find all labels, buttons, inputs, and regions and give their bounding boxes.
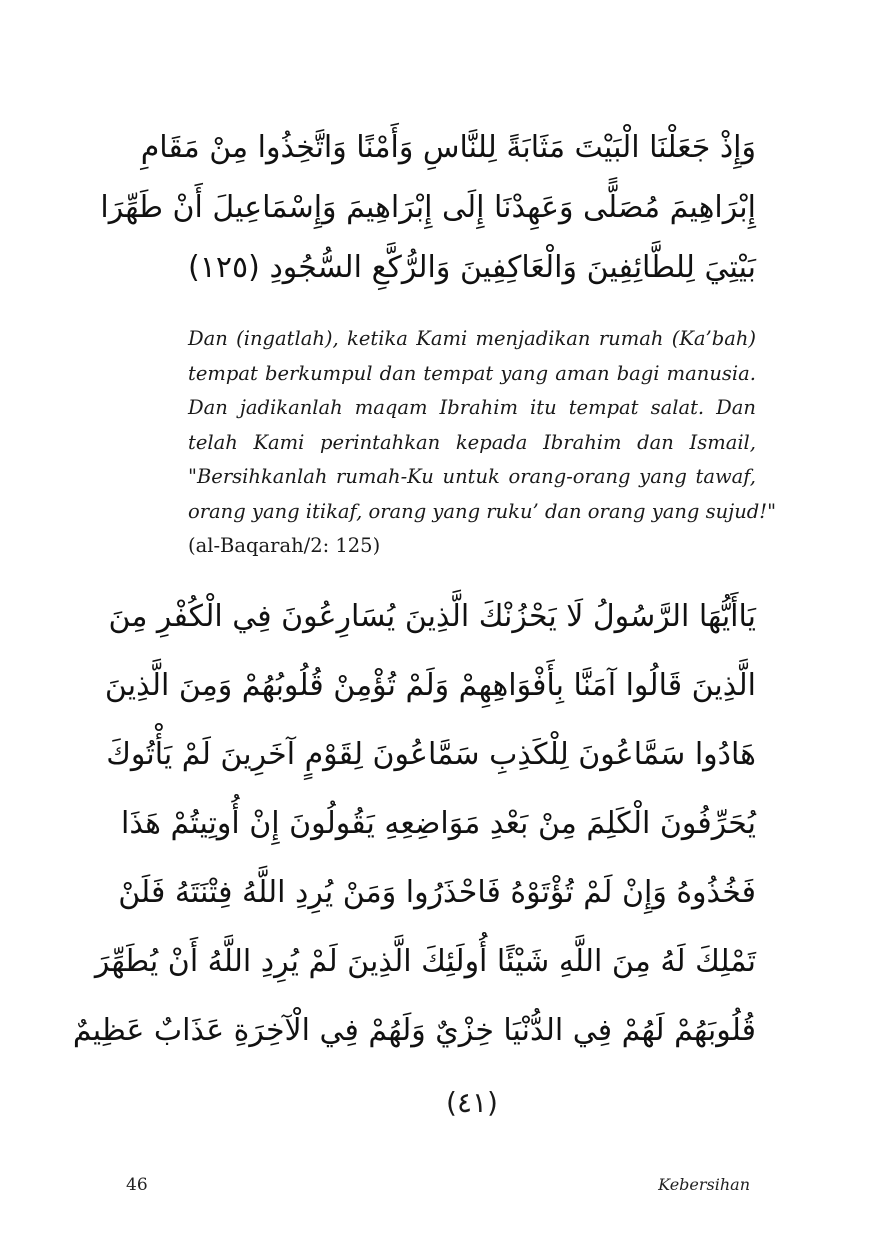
arabic-line: فَخُذُوهُ وَإِنْ لَمْ تُؤْتَوْهُ فَاحْذَرُوا وَمَنْ يُرِدِ اللَّهُ فِتْنَتَهُ فَلَنْ [118, 874, 756, 910]
arabic-line: قُلُوبَهُمْ لَهُمْ فِي الدُّنْيَا خِزْيٌ وَلَهُمْ فِي الْآخِرَةِ عَذَابٌ عَظِيمٌ [72, 1012, 756, 1048]
translation-line: tempat berkumpul dan tempat yang aman bagi manusia. [188, 361, 756, 385]
arabic-line: يَاأَيُّهَا الرَّسُولُ لَا يَحْزُنْكَ الَّذِينَ يُسَارِعُونَ فِي الْكُفْرِ مِنَ [108, 598, 756, 634]
translation-line: "Bersihkanlah rumah-Ku untuk orang-orang yang tawaf, [188, 465, 756, 488]
arabic-line: هَادُوا سَمَّاعُونَ لِلْكَذِبِ سَمَّاعُونَ لِقَوْمٍ آخَرِينَ لَمْ يَأْتُوكَ [106, 736, 756, 772]
arabic-verse-125 [100, 118, 756, 298]
arabic-line: إِبْرَاهِيمَ مُصَلًّى وَعَهِدْنَا إِلَى إِبْرَاهِيمَ وَإِسْمَاعِيلَ أَنْ طَهِّرَا [100, 190, 756, 225]
translation-line: orang yang itikaf, orang yang ruku’ dan orang yang sujud!" [188, 499, 777, 523]
verse-number-41: (٤١) [446, 1085, 498, 1119]
arabic-line: بَيْتِيَ لِلطَّائِفِينَ وَالْعَاكِفِينَ وَالرُّكَّعِ السُّجُودِ (١٢٥) [188, 250, 756, 285]
arabic-line: يُحَرِّفُونَ الْكَلِمَ مِنْ بَعْدِ مَوَاضِعِهِ يَقُولُونَ إِنْ أُوتِيتُمْ هَذَا [121, 805, 756, 841]
arabic-line: وَإِذْ جَعَلْنَا الْبَيْتَ مَثَابَةً لِلنَّاسِ وَأَمْنًا وَاتَّخِذُوا مِنْ مَقَامِ [140, 130, 756, 165]
page-number: 46 [126, 1175, 148, 1195]
running-head: Kebersihan [658, 1175, 750, 1194]
translation-verse-125 [188, 322, 777, 564]
page-footer [126, 1175, 750, 1199]
arabic-line: الَّذِينَ قَالُوا آمَنَّا بِأَفْوَاهِهِمْ وَلَمْ تُؤْمِنْ قُلُوبُهُمْ وَمِنَ الَّذِينَ [104, 667, 756, 703]
translation-line: telah Kami perintahkan kepada Ibrahim dan Ismail, [188, 430, 756, 454]
translation-line: Dan jadikanlah maqam Ibrahim itu tempat salat. Dan [188, 396, 756, 419]
verse-reference: (al-Baqarah/2: 125) [188, 534, 381, 557]
page-content [72, 118, 777, 1123]
arabic-line: تَمْلِكَ لَهُ مِنَ اللَّهِ شَيْئًا أُولَئِكَ الَّذِينَ لَمْ يُرِدِ اللَّهُ أَنْ يُطَهِّرَ [94, 943, 756, 979]
translation-line: Dan (ingatlah), ketika Kami menjadikan rumah (Ka’bah) [188, 327, 756, 350]
arabic-verse-41 [72, 582, 756, 1065]
